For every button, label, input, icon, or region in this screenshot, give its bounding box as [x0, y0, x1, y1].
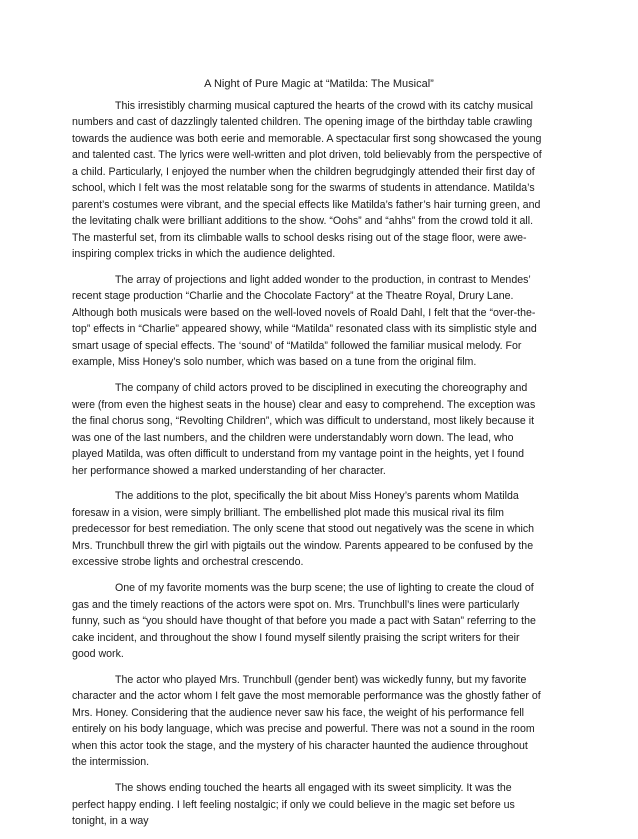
paragraph-2: The array of projections and light added wonder to the production, in contrast to Mendes’ recent stage production “Charlie and the Chocolate Factory” at the Theatre Royal, Drury Lane. Although both musicals were based on the well-loved novels of Roald Dahl, I felt that the “over-the-top” effects in “Charlie” appeared showy, while “Matilda” resonated class with its simplistic style and smart usage of special effects. The ‘sound’ of “Matilda” followed the familiar musical melody. For example, Miss Honey’s solo number, which was based on a tune from the original film. — [72, 274, 537, 369]
paragraph-1: This irresistibly charming musical captured the hearts of the crowd with its catchy musical numbers and cast of dazzlingly talented children. The opening image of the birthday table crawling towards the audience was both eerie and memorable. A spectacular first song showcased the young and talented cast. The lyrics were well-written and plot driven, told believably from the perspective of a child. Particularly, I enjoyed the number when the children begrudgingly attended their first day of school, which I felt was the most relatable song for the swarms of students in attendance. Matilda’s parent’s costumes were vibrant, and the special effects like Matilda’s father’s hair turning green, and the levitating chalk were brilliant additions to the show. “Oohs” and “ahhs” from the crowd told it all. The masterful set, from its climbable walls to school desks rising out of the stage floor, were awe-inspiring complex tricks in which the audience delighted. — [72, 100, 542, 261]
paragraph-4: The additions to the plot, specifically the bit about Miss Honey’s parents whom Matilda foresaw in a vision, were simply brilliant. The embellished plot made this musical rival its film predecessor for best remediation. The only scene that stood out negatively was the scene in which Mrs. Trunchbull threw the girl with pigtails out the window. Parents appeared to be confused by the excessive strobe lights and orchestral crescendo. — [72, 490, 535, 569]
paragraph-5: One of my favorite moments was the burp scene; the use of lighting to create the cloud of gas and the timely reactions of the actors were spot on. Mrs. Trunchbull’s lines were particularly funny, such as “you should have thought of that before you made a pact with Satan” referring to the cake incident, and throughout the show I found myself silently praising the script writers for their good work. — [72, 582, 536, 661]
document-title: A Night of Pure Magic at “Matilda: The Musical” — [204, 78, 434, 90]
paragraph-3: The company of child actors proved to be disciplined in executing the choreography and were (from even the highest seats in the house) clear and easy to comprehend. The exception was the final chorus song, “Revolting Children”, which was difficult to understand, most likely because it was one of the last numbers, and the children were understandably worn down. The lead, who played Matilda, was often difficult to understand from my vantage point in the heights, yet I found her performance showed a marked understanding of her character. — [72, 382, 536, 477]
document-body — [72, 98, 542, 839]
paragraph-7: The shows ending touched the hearts all engaged with its sweet simplicity. It was the perfect happy ending. I left feeling nostalgic; if only we could believe in the magic set before us tonight, in a way — [72, 782, 515, 828]
paragraph-6: The actor who played Mrs. Trunchbull (gender bent) was wickedly funny, but my favorite character and the actor whom I felt gave the most memorable performance was the ghostly father of Mrs. Honey. Considering that the audience never saw his face, the weight of his performance fell entirely on his body language, which was precise and powerful. There was not a sound in the room when this actor took the stage, and the mystery of his character haunted the audience throughout the intermission. — [72, 674, 541, 769]
